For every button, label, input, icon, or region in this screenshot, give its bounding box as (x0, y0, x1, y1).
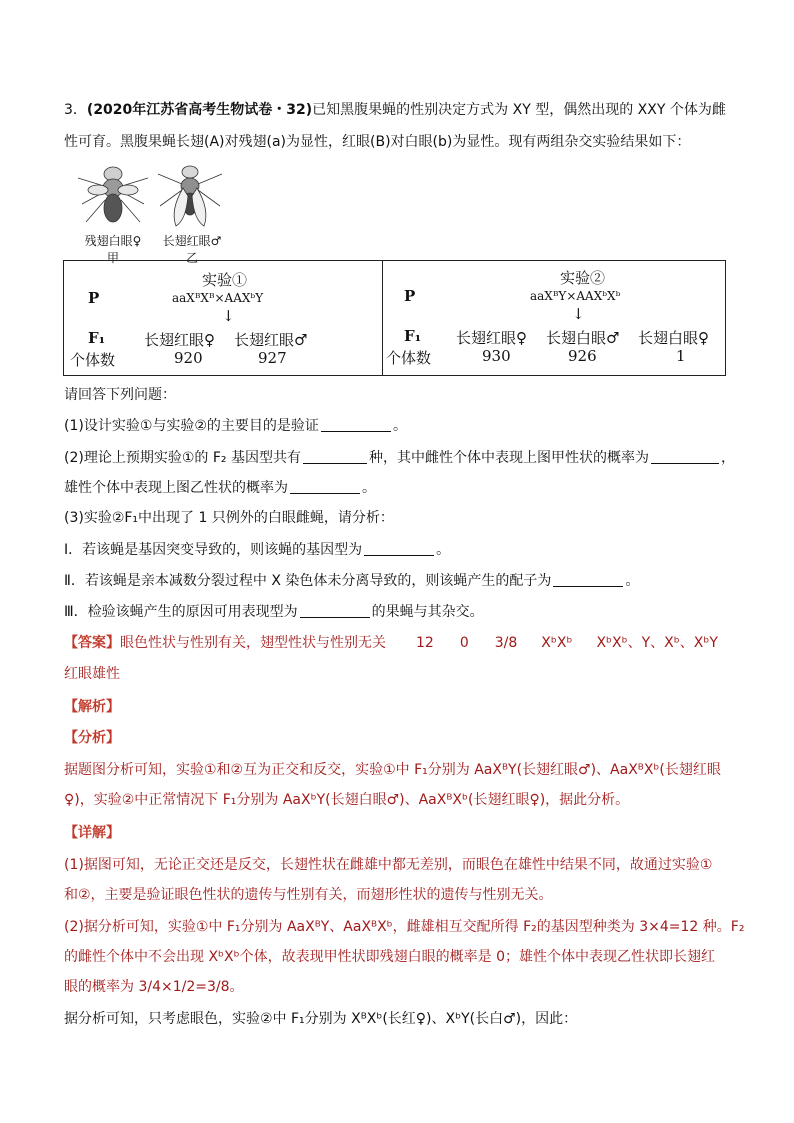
fly-jia-caption-label: 甲 (106, 251, 119, 265)
exp2-cross: aaXᴮY×AAXᵇXᵇ (530, 289, 621, 303)
q2-text-e: 。 (362, 480, 376, 496)
detail-3: 据分析可知，只考虑眼色，实验②中 F₁分别为 XᴮXᵇ(长红♀)、XᵇY(长白♂)，因此： (64, 1011, 578, 1027)
exp1-f1-col1: 长翅红眼♀ (144, 331, 215, 349)
detail-tag: 【详解】 (64, 825, 120, 841)
fly-jia-illustration (72, 160, 154, 232)
exp2-count-3: 1 (676, 347, 686, 365)
q2-blank-2 (651, 449, 719, 464)
answer-5: XᵇXᵇ (541, 635, 573, 651)
exp2-p-label: P (404, 287, 416, 305)
detail-2c: 眼的概率为 3/4×1/2=3/8。 (64, 979, 244, 995)
exp1-title: 实验① (202, 271, 248, 289)
question-stem-1: 已知黑腹果蝇的性别决定方式为 XY 型，偶然出现的 XXY 个体为雌 (312, 102, 726, 118)
q1-text: (1)设计实验①与实验②的主要目的是验证 (64, 418, 319, 434)
q3-iii (64, 602, 484, 622)
fly-yi-caption-trait: 长翅红眼♂ (162, 234, 222, 248)
q2-text-d: 雄性个体中表现上图乙性状的概率为 (64, 480, 288, 496)
detail-2a: (2)据分析可知，实验①中 F₁分别为 AaXᴮY、AaXᴮXᵇ，雌雄相互交配所得 F₂的基因型种类为 3×4=12 种。F₂ (64, 919, 745, 935)
exp1-count-label: 个体数 (70, 351, 116, 369)
exp2-f1-label: F₁ (404, 327, 422, 345)
q3: (3)实验②F₁中出现了 1 只例外的白眼雌蝇，请分析： (64, 510, 394, 526)
experiment-table (63, 260, 726, 376)
q3-i-blank (364, 541, 434, 556)
question-stem-2: 性可育。黑腹果蝇长翅(A)对残翅(a)为显性，红眼(B)对白眼(b)为显性。现有两组杂交实验结果如下： (64, 134, 691, 150)
question-source: (2020年江苏省高考生物试卷・32) (86, 102, 313, 118)
experiment-divider (382, 261, 383, 375)
exp2-arrow: ↓ (572, 305, 585, 323)
exp2-f1-col3: 长翅白眼♀ (638, 329, 709, 347)
detail-1a: (1)据图可知，无论正交还是反交，长翅性状在雌雄中都无差别，而眼色在雄性中结果不同，故通过实验① (64, 857, 713, 873)
fly-yi-illustration (152, 160, 228, 232)
q3-ii (64, 571, 639, 591)
exp1-cross: aaXᴮXᴮ×AAXᵇY (172, 291, 264, 305)
fly-jia-caption-trait: 残翅白眼♀ (84, 234, 142, 248)
q1-blank (321, 417, 391, 432)
answer-6: XᵇXᵇ、Y、Xᵇ、XᵇY (596, 635, 718, 651)
exp2-title: 实验② (560, 269, 606, 287)
detail-2b: 的雌性个体中不会出现 XᵇXᵇ个体，故表现甲性状即残翅白眼的概率是 0；雄性个体中表现乙性状即长翅红 (64, 949, 715, 965)
detail-1b: 和②，主要是验证眼色性状的遗传与性别有关，而翅形性状的遗传与性别无关。 (64, 887, 553, 903)
q3-ii-end: 。 (625, 573, 640, 589)
exp1-count-1: 920 (174, 349, 203, 367)
prompt: 请回答下列问题： (64, 387, 176, 403)
exp2-count-2: 926 (568, 347, 597, 365)
exp1-count-2: 927 (258, 349, 287, 367)
answer-3: 0 (459, 635, 469, 651)
exp1-p-label: P (88, 289, 100, 307)
q3-ii-blank (553, 572, 623, 587)
answer-4: 3/8 (494, 635, 518, 651)
q2-blank-3 (290, 479, 360, 494)
question-stem-line-1 (64, 100, 726, 120)
answer-7: 红眼雄性 (64, 666, 120, 682)
q1 (64, 416, 407, 436)
q3-i (64, 540, 450, 560)
q2-line2 (64, 478, 376, 498)
q3-iii-text: Ⅲ．检验该蝇产生的原因可用表现型为 (64, 604, 298, 620)
q2-line1 (64, 448, 735, 468)
q3-i-text: Ⅰ．若该蝇是基因突变导致的，则该蝇的基因型为 (64, 542, 363, 558)
q2-text-c: ， (720, 450, 735, 466)
q2-text-b: 种，其中雌性个体中表现上图甲性状的概率为 (368, 450, 649, 466)
q3-ii-text: Ⅱ．若该蝇是亲本减数分裂过程中 X 染色体未分离导致的，则该蝇产生的配子为 (64, 573, 552, 589)
fenxi-line-1: 据题图分析可知，实验①和②互为正交和反交，实验①中 F₁分别为 AaXᴮY(长翅红眼♂)、AaXᴮXᵇ(长翅红眼 (64, 762, 721, 778)
analysis-tag: 【解析】 (64, 699, 120, 715)
answer-tag: 【答案】 (64, 635, 120, 651)
question-number: 3． (64, 102, 87, 118)
exp1-arrow: ↓ (222, 307, 235, 325)
fenxi-line-2: ♀)，实验②中正常情况下 F₁分别为 AaXᵇY(长翅白眼♂)、AaXᴮXᵇ(长翅红眼♀)，据此分析。 (64, 792, 630, 808)
exp2-count-1: 930 (482, 347, 511, 365)
exp1-f1-label: F₁ (88, 329, 106, 347)
answer-line (64, 633, 718, 653)
q2-text-a: (2)理论上预期实验①的 F₂ 基因型共有 (64, 450, 301, 466)
q1-end: 。 (392, 418, 407, 434)
answer-1: 眼色性状与性别有关，翅型性状与性别无关 (120, 635, 386, 651)
q3-iii-blank (300, 603, 370, 618)
fenxi-tag: 【分析】 (64, 730, 120, 746)
q3-i-end: 。 (436, 542, 451, 558)
exp2-f1-col2: 长翅白眼♂ (546, 329, 620, 347)
exp2-f1-col1: 长翅红眼♀ (456, 329, 527, 347)
answer-2: 12 (416, 635, 434, 651)
q2-blank-1 (303, 449, 367, 464)
exp1-f1-col2: 长翅红眼♂ (234, 331, 308, 349)
exp2-count-label: 个体数 (386, 349, 432, 367)
q3-iii-end: 的果蝇与其杂交。 (371, 604, 484, 620)
fly-yi-caption-label: 乙 (185, 251, 198, 265)
